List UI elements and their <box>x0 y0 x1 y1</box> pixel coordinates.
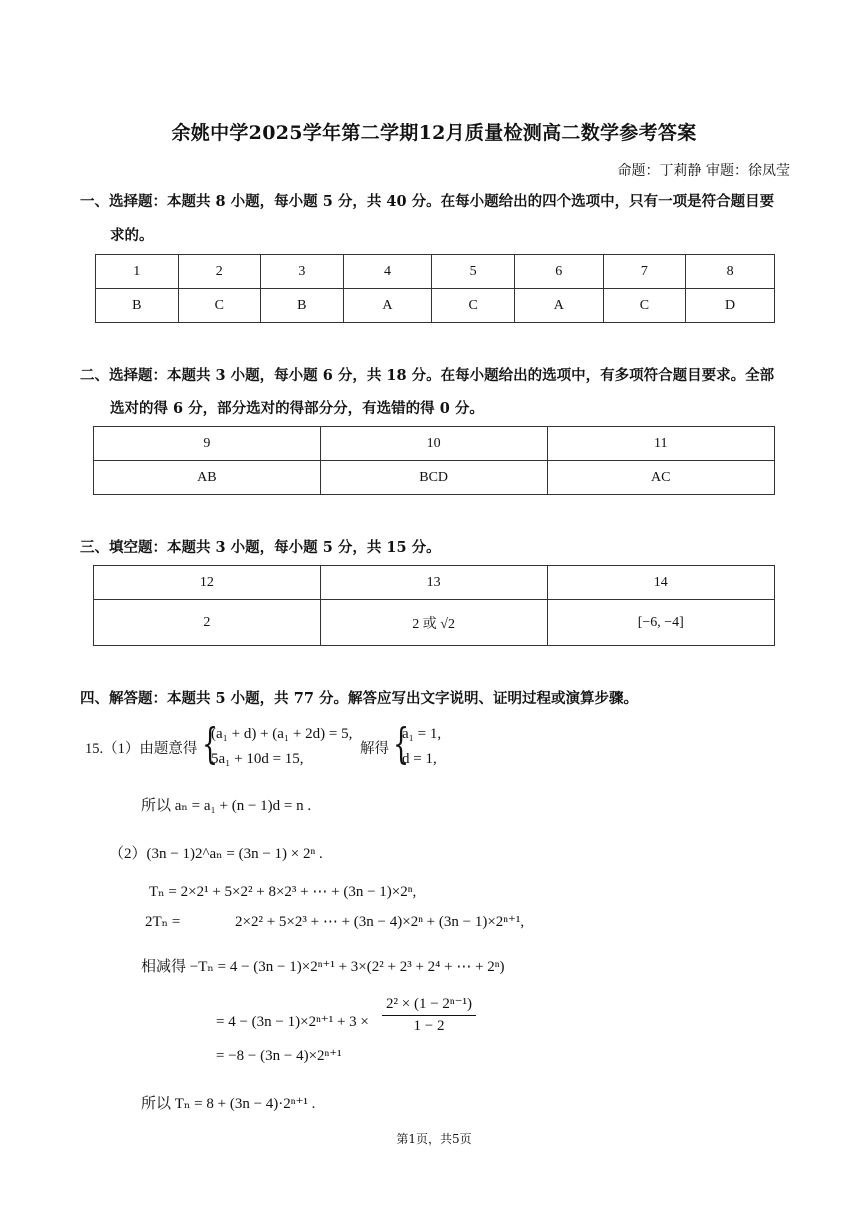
table-cell: C <box>178 289 261 323</box>
system1-line2: 5a₁ + 10d = 15, <box>211 751 304 767</box>
system2-line1: a₁ = 1, <box>402 726 442 742</box>
section3-heading: 三、填空题：本题共 3 小题，每小题 5 分，共 15 分。 <box>80 539 441 556</box>
table-cell: 3 <box>261 255 344 289</box>
page-footer: 第1页，共5页 <box>396 1132 472 1146</box>
simplified-formula: = −8 − (3n − 4)×2ⁿ⁺¹ <box>216 1048 342 1064</box>
section1-heading-line2: 求的。 <box>110 227 154 244</box>
page-title: 余姚中学2025学年第二学期12月质量检测高二数学参考答案 <box>171 122 697 144</box>
table-cell: 1 <box>96 255 179 289</box>
section2-heading-line2: 选对的得 6 分，部分选对的得部分分，有选错的得 0 分。 <box>110 400 484 417</box>
fraction-denominator: 1 − 2 <box>413 1018 445 1034</box>
fraction-box <box>382 994 476 1035</box>
table-cell: A <box>514 289 603 323</box>
table-cell: BCD <box>320 461 547 495</box>
final-formula: 所以 Tₙ = 8 + (3n − 4)·2ⁿ⁺¹ . <box>141 1096 316 1112</box>
fraction-step-prefix: = 4 − (3n − 1)×2ⁿ⁺¹ + 3 × <box>216 1014 369 1030</box>
tn-sum-formula: Tₙ = 2×2¹ + 5×2² + 8×2³ + ⋯ + (3n − 1)×2ⁿ, <box>149 884 417 900</box>
table-cell: A <box>343 289 432 323</box>
table-cell: 9 <box>94 427 321 461</box>
solve-label: 解得 <box>360 741 389 757</box>
section2-heading-line1: 二、选择题：本题共 3 小题，每小题 6 分，共 18 分。在每小题给出的选项中，有多项符合题目要求。全部 <box>80 367 775 384</box>
table-cell: B <box>261 289 344 323</box>
left-brace-1: { <box>202 719 219 768</box>
table-cell: C <box>603 289 686 323</box>
table-cell: 5 <box>432 255 515 289</box>
an-formula: 所以 aₙ = a₁ + (n − 1)d = n . <box>141 798 312 814</box>
part2-formula: （2）(3n − 1)2^aₙ = (3n − 1) × 2ⁿ . <box>109 846 323 862</box>
table-cell: 11 <box>547 427 774 461</box>
table-cell: 6 <box>514 255 603 289</box>
section3-answer-table <box>93 565 775 646</box>
subtraction-formula: 相减得 −Tₙ = 4 − (3n − 1)×2ⁿ⁺¹ + 3×(2² + 2³ + 2⁴ + ⋯ + 2ⁿ) <box>141 959 505 975</box>
table-cell: 2 <box>178 255 261 289</box>
fraction <box>382 994 476 1035</box>
section4-heading: 四、解答题：本题共 5 小题，共 77 分。解答应写出文字说明、证明过程或演算步骤。 <box>80 690 638 707</box>
two-tn-label: 2Tₙ = <box>145 914 181 930</box>
table-cell: C <box>432 289 515 323</box>
left-brace-2: { <box>393 719 410 768</box>
two-tn-formula: 2×2² + 5×2³ + ⋯ + (3n − 4)×2ⁿ + (3n − 1)×2ⁿ⁺¹, <box>235 914 525 930</box>
section2-answer-table <box>93 426 775 495</box>
q15-label: 15.（1）由题意得 <box>85 741 198 757</box>
table-cell: AB <box>94 461 321 495</box>
table-cell: 7 <box>603 255 686 289</box>
table-cell: 2 <box>94 600 321 646</box>
table-cell: B <box>96 289 179 323</box>
table-cell: D <box>686 289 775 323</box>
table-cell: [−6, −4] <box>547 600 774 646</box>
authors-line: 命题：丁莉静 审题：徐凤莹 <box>617 163 790 179</box>
section1-heading-line1: 一、选择题：本题共 8 小题，每小题 5 分，共 40 分。在每小题给出的四个选项中，只有一项是符合题目要 <box>80 193 775 210</box>
table-cell: AC <box>547 461 774 495</box>
table-cell: 2 或 √2 <box>320 600 547 646</box>
table-cell: 14 <box>547 566 774 600</box>
system1-line1: (a₁ + d) + (a₁ + 2d) = 5, <box>211 726 353 742</box>
system2-line2: d = 1, <box>402 751 437 767</box>
fraction-numerator: 2² × (1 − 2ⁿ⁻¹) <box>382 994 476 1016</box>
table-cell: 13 <box>320 566 547 600</box>
table-cell: 4 <box>343 255 432 289</box>
table-cell: 8 <box>686 255 775 289</box>
table-cell: 12 <box>94 566 321 600</box>
section1-answer-table <box>95 254 775 323</box>
table-cell: 10 <box>320 427 547 461</box>
